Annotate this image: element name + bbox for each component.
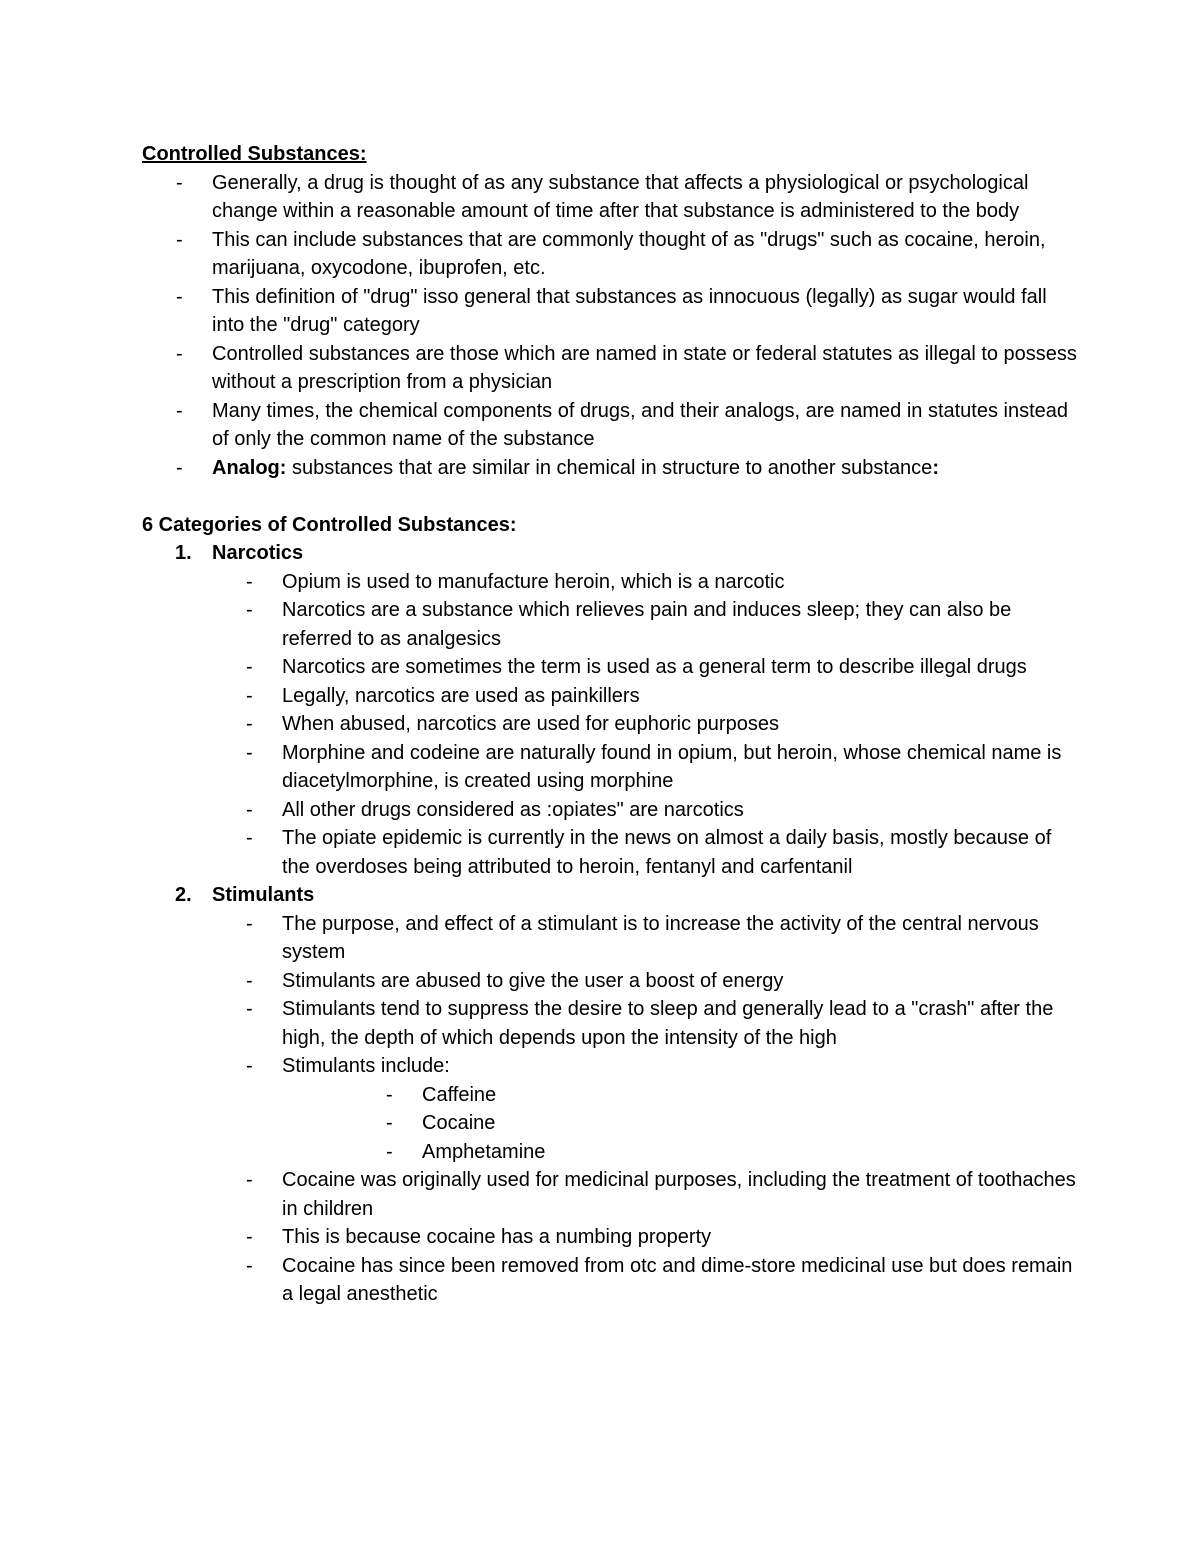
- category-narcotics: [142, 539, 1082, 881]
- category-title: Narcotics: [212, 542, 304, 564]
- list-item: - Stimulants tend to suppress the desire to sleep and generally lead to a "crash" after the high, the depth of which depends upon the intensity of the high: [212, 995, 1082, 1052]
- list-item-analog: [142, 454, 1082, 483]
- sub-list-item: - Cocaine: [352, 1109, 1082, 1138]
- list-item: - When abused, narcotics are used for euphoric purposes: [212, 710, 1082, 739]
- list-item: - Cocaine has since been removed from otc and dime-store medicinal use but does remain a legal anesthetic: [212, 1252, 1082, 1309]
- list-item: - This can include substances that are commonly thought of as "drugs" such as cocaine, heroin, marijuana, oxycodone, ibuprofen, etc.: [142, 226, 1082, 283]
- list-item: - Controlled substances are those which are named in state or federal statutes as illegal to possess without a prescription from a physician: [142, 340, 1082, 397]
- sub-list-item: - Caffeine: [352, 1081, 1082, 1110]
- list-item-text: Stimulants include:: [282, 1055, 450, 1077]
- narcotics-list: [212, 568, 1082, 882]
- list-item: - The purpose, and effect of a stimulant is to increase the activity of the central nervous system: [212, 910, 1082, 967]
- list-item-stimulants-include: [212, 1052, 1082, 1166]
- stimulants-sublist: [352, 1081, 1082, 1167]
- list-item: - The opiate epidemic is currently in the news on almost a daily basis, mostly because of the overdoses being attributed to heroin, fentanyl and carfentanil: [212, 824, 1082, 881]
- list-item: - This definition of "drug" isso general that substances as innocuous (legally) as sugar would fall into the "drug" category: [142, 283, 1082, 340]
- analog-term: Analog:: [212, 456, 287, 479]
- section-heading-categories: 6 Categories of Controlled Substances:: [142, 513, 517, 536]
- sub-list-item: - Amphetamine: [352, 1138, 1082, 1167]
- category-number: 2.: [175, 884, 192, 906]
- list-item: - All other drugs considered as :opiates" are narcotics: [212, 796, 1082, 825]
- list-item: - This is because cocaine has a numbing property: [212, 1223, 1082, 1252]
- category-stimulants: [142, 881, 1082, 1309]
- list-item: - Narcotics are sometimes the term is used as a general term to describe illegal drugs: [212, 653, 1082, 682]
- categories-list: [142, 539, 1082, 1309]
- analog-colon: :: [932, 456, 939, 479]
- document-page: [142, 140, 1082, 1309]
- category-number: 1.: [175, 542, 192, 564]
- controlled-substances-list: [142, 169, 1082, 483]
- list-item: - Stimulants are abused to give the user a boost of energy: [212, 967, 1082, 996]
- list-item: - Narcotics are a substance which relieves pain and induces sleep; they can also be referred to as analgesics: [212, 596, 1082, 653]
- list-item: - Cocaine was originally used for medicinal purposes, including the treatment of toothaches in children: [212, 1166, 1082, 1223]
- list-item: - Morphine and codeine are naturally found in opium, but heroin, whose chemical name is diacetylmorphine, is created using morphine: [212, 739, 1082, 796]
- list-item: - Legally, narcotics are used as painkillers: [212, 682, 1082, 711]
- category-title: Stimulants: [212, 884, 315, 906]
- section-heading-controlled-substances: Controlled Substances:: [142, 143, 367, 165]
- list-item: - Opium is used to manufacture heroin, which is a narcotic: [212, 568, 1082, 597]
- analog-definition: substances that are similar in chemical in structure to another substance: [286, 456, 933, 479]
- list-item: - Generally, a drug is thought of as any substance that affects a physiological or psychological change within a reasonable amount of time after that substance is administered to the body: [142, 169, 1082, 226]
- list-item: - Many times, the chemical components of drugs, and their analogs, are named in statutes instead of only the common name of the substance: [142, 397, 1082, 454]
- stimulants-list: [212, 910, 1082, 1309]
